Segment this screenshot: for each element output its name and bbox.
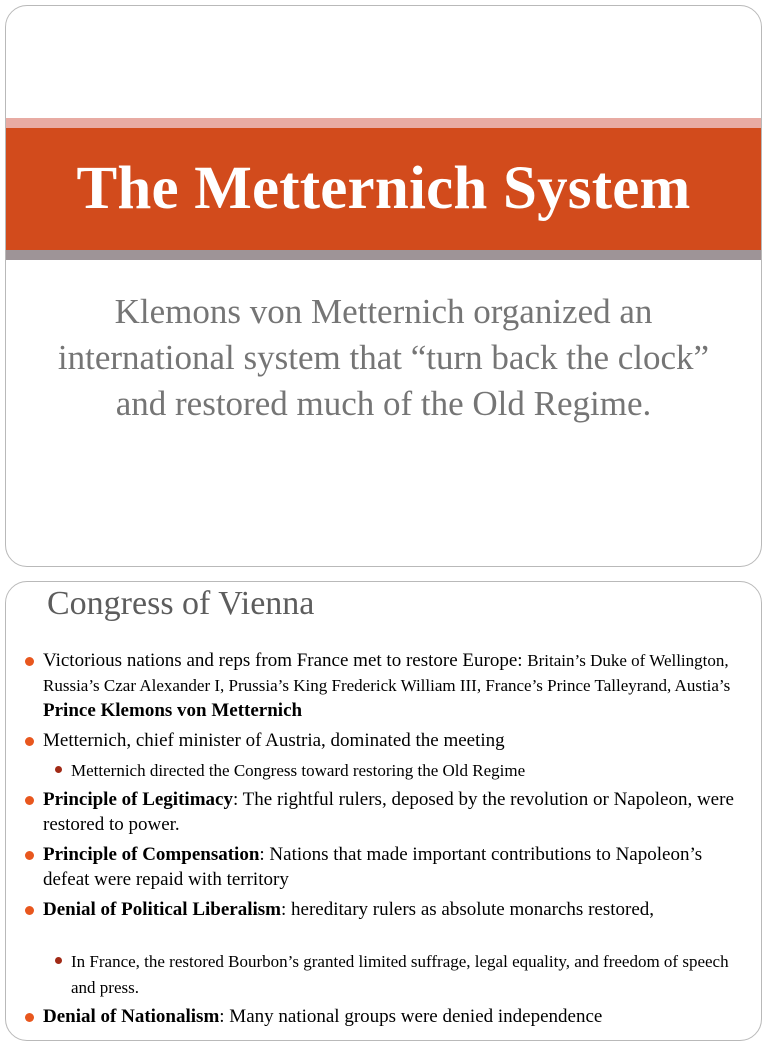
bullet-bold-text: Prince Klemons von Metternich bbox=[43, 700, 303, 721]
bullet-detail: Britain’s Duke of Wellington, Russia’s Czar Alexander I, Prussia’s King Frederick William III, France’s Prince Talleyrand, Austia’s bbox=[43, 651, 731, 695]
spacer bbox=[24, 927, 747, 949]
bullet-bold-text: Principle of Legitimacy bbox=[43, 789, 233, 810]
bullet-item bbox=[24, 897, 747, 922]
bullet-item bbox=[24, 648, 747, 723]
title-accent-band bbox=[6, 118, 761, 128]
bullet-bold-text: Principle of Compensation bbox=[43, 844, 260, 865]
title-band bbox=[6, 128, 761, 250]
content-slide bbox=[5, 581, 762, 1041]
bullet-text: : Nations that made important contributions to Napoleon’s defeat were repaid with territory bbox=[43, 844, 703, 890]
subtitle-line: Klemons von Metternich organized an bbox=[114, 292, 653, 331]
bullet-bold-text: Denial of Political Liberalism bbox=[43, 899, 282, 920]
bullet-item bbox=[24, 787, 747, 837]
bullet-text: : Many national groups were denied independence bbox=[219, 1006, 603, 1027]
subtitle-line: and restored much of the Old Regime. bbox=[115, 384, 652, 423]
bullet-item bbox=[24, 1004, 747, 1029]
subtitle-line: international system that “turn back the clock” bbox=[57, 338, 710, 377]
bullet-item bbox=[24, 728, 747, 753]
title-slide bbox=[5, 5, 762, 567]
bullet-item bbox=[24, 842, 747, 892]
slide-title: The Metternich System bbox=[76, 155, 691, 222]
sub-bullet-text: In France, the restored Bourbon’s granted limited suffrage, legal equality, and freedom of speech and press. bbox=[71, 952, 729, 997]
bullet-text: Metternich, chief minister of Austria, dominated the meeting bbox=[43, 730, 505, 751]
bullet-text: : hereditary rulers as absolute monarchs restored, bbox=[281, 899, 655, 920]
bullet-text: : The rightful rulers, deposed by the revolution or Napoleon, were restored to power. bbox=[43, 789, 734, 835]
bullet-bold-text: Denial of Nationalism bbox=[43, 1006, 220, 1027]
sub-bullet-text: Metternich directed the Congress toward restoring the Old Regime bbox=[71, 761, 526, 780]
slide-heading: Congress of Vienna bbox=[47, 585, 315, 622]
title-underline-band bbox=[6, 250, 761, 260]
bullet-list bbox=[24, 648, 747, 1034]
sub-bullet-item bbox=[24, 949, 747, 1001]
slide-subtitle bbox=[6, 289, 761, 427]
bullet-text: Victorious nations and reps from France met to restore Europe: bbox=[43, 650, 528, 671]
sub-bullet-item bbox=[24, 758, 747, 784]
